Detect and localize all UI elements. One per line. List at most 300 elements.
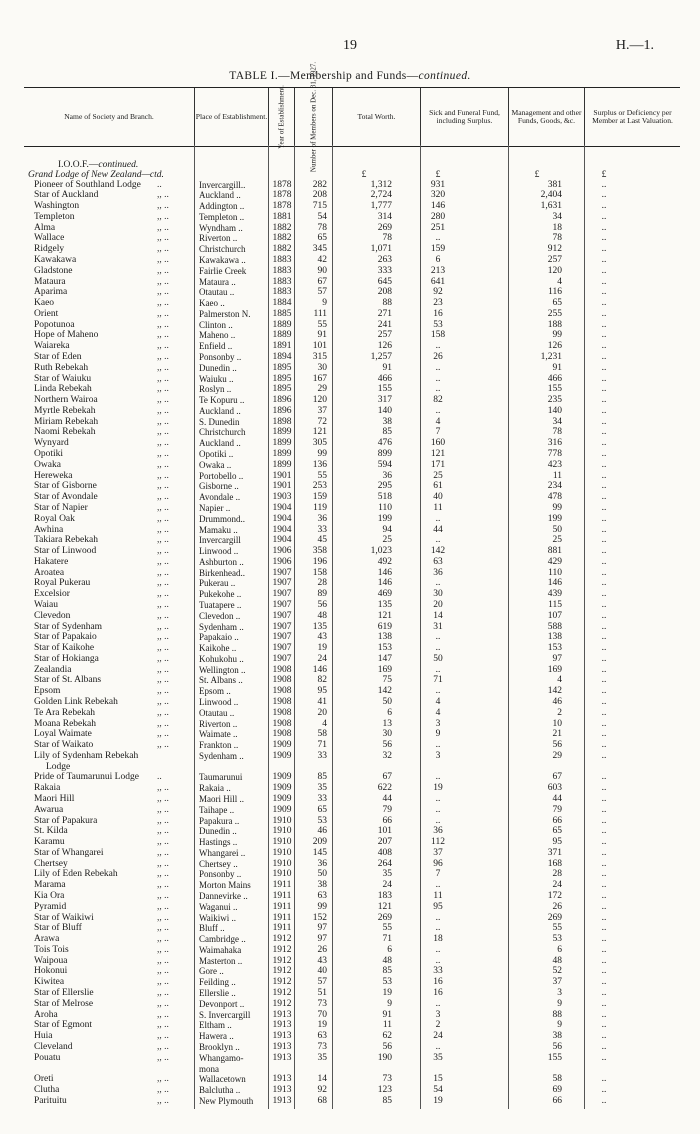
sick-fund-cell: 11 bbox=[433, 502, 443, 513]
total-worth-cell: 50 bbox=[382, 696, 392, 707]
surplus-cell: .. bbox=[601, 610, 607, 621]
ditto-mark: ,, .. bbox=[157, 298, 169, 309]
place-cell: Dunedin .. bbox=[199, 827, 237, 837]
management-cell: 34 bbox=[552, 416, 562, 427]
society-name: Star of St. Albans bbox=[34, 675, 102, 686]
table-row bbox=[0, 407, 700, 417]
table-row bbox=[0, 924, 700, 934]
surplus-cell: .. bbox=[601, 1041, 607, 1052]
surplus-cell: .. bbox=[601, 901, 607, 912]
members-cell: 91 bbox=[317, 330, 327, 341]
sick-fund-cell: 213 bbox=[430, 265, 446, 276]
place-cell: Kaeo .. bbox=[199, 299, 225, 309]
sick-fund-cell: 63 bbox=[433, 556, 443, 567]
society-name: Star of Waikiwi bbox=[34, 912, 94, 923]
place-cell: Riverton .. bbox=[199, 234, 238, 244]
members-cell: 65 bbox=[317, 233, 327, 244]
management-cell: 439 bbox=[547, 589, 562, 600]
section-title-continued: continued. bbox=[98, 160, 139, 170]
total-worth-cell: 241 bbox=[377, 319, 392, 330]
year-cell: 1906 bbox=[272, 556, 292, 567]
society-name: Naomi Rebekah bbox=[34, 427, 96, 438]
total-worth-cell: 1,312 bbox=[370, 179, 392, 190]
year-cell: 1908 bbox=[272, 675, 292, 686]
society-name: Takiara Rebekah bbox=[34, 535, 98, 546]
society-name: Owaka bbox=[34, 459, 61, 470]
table-row bbox=[0, 666, 700, 676]
members-cell: 57 bbox=[317, 287, 327, 298]
place-cell: Whangamo- bbox=[199, 1053, 244, 1063]
management-cell: 10 bbox=[552, 718, 562, 729]
year-cell: 1910 bbox=[272, 815, 292, 826]
table-row bbox=[0, 1086, 700, 1096]
total-worth-cell: 121 bbox=[377, 901, 392, 912]
members-cell: 208 bbox=[312, 190, 327, 201]
management-cell: 115 bbox=[548, 599, 562, 610]
place-cell: Waiuku .. bbox=[199, 374, 234, 384]
sick-fund-cell: 24 bbox=[433, 1031, 443, 1042]
management-cell: 371 bbox=[547, 847, 562, 858]
total-worth-cell: 147 bbox=[377, 653, 392, 664]
surplus-cell: .. bbox=[601, 912, 607, 923]
management-cell: 37 bbox=[552, 977, 562, 988]
year-cell: 1899 bbox=[272, 438, 292, 449]
total-worth-cell: 155 bbox=[377, 384, 392, 395]
ditto-mark: ,, .. bbox=[157, 718, 169, 729]
surplus-cell: .. bbox=[601, 524, 607, 535]
members-cell: 73 bbox=[317, 1041, 327, 1052]
total-worth-cell: 9 bbox=[387, 998, 392, 1009]
section-subtitle: Grand Lodge of New Zealand—ctd. bbox=[28, 170, 164, 180]
management-cell: 18 bbox=[552, 222, 562, 233]
table-row bbox=[0, 321, 700, 331]
society-name: Hakatere bbox=[34, 556, 69, 567]
total-worth-cell: 66 bbox=[382, 815, 392, 826]
year-cell: 1896 bbox=[272, 405, 292, 416]
management-cell: 1,231 bbox=[540, 352, 562, 362]
header-sick-fund: Sick and Funeral Fund, including Surplus. bbox=[420, 88, 508, 146]
surplus-cell: .. bbox=[601, 362, 607, 373]
place-cell: Papakaio .. bbox=[199, 633, 239, 643]
sick-fund-cell: 251 bbox=[430, 222, 446, 233]
total-worth-cell: 263 bbox=[377, 255, 392, 265]
society-name: Pride of Taumarunui Lodge bbox=[34, 772, 139, 783]
table-row bbox=[0, 299, 700, 309]
society-name: Star of Kaikohe bbox=[34, 643, 95, 653]
sick-fund-cell: 9 bbox=[435, 729, 441, 740]
society-name: Star of Eden bbox=[34, 352, 82, 362]
ditto-mark: ,, .. bbox=[157, 330, 169, 341]
society-name: Awarua bbox=[34, 804, 64, 815]
society-name: Te Ara Rebekah bbox=[34, 707, 96, 718]
management-cell: 912 bbox=[547, 244, 562, 255]
surplus-cell: .. bbox=[601, 944, 607, 955]
members-cell: 28 bbox=[317, 578, 327, 589]
sick-fund-cell: 7 bbox=[435, 869, 441, 880]
sick-fund-cell: .. bbox=[435, 944, 441, 955]
year-cell: 1906 bbox=[272, 546, 292, 556]
header-members-label: Number of Members on Dec. 31, 1927. bbox=[308, 61, 317, 173]
place-cell: Taumarunui bbox=[199, 773, 243, 783]
society-name: Waiareka bbox=[34, 341, 70, 352]
management-cell: 52 bbox=[552, 966, 562, 977]
year-cell: 1912 bbox=[272, 988, 292, 998]
ditto-mark: ,, .. bbox=[157, 222, 169, 233]
total-worth-cell: 146 bbox=[377, 578, 392, 589]
total-worth-cell: 492 bbox=[377, 556, 392, 567]
ditto-mark: ,, .. bbox=[157, 729, 169, 740]
society-name: Waiau bbox=[34, 599, 59, 610]
sick-fund-cell: 61 bbox=[433, 481, 443, 492]
header-surplus: Surplus or Deficiency per Member at Last Valuation. bbox=[584, 88, 680, 146]
year-cell: 1891 bbox=[272, 341, 292, 352]
place-cell: Bluff .. bbox=[199, 924, 225, 934]
management-cell: 11 bbox=[552, 470, 562, 481]
society-name: Kiwitea bbox=[34, 977, 65, 988]
management-cell: 269 bbox=[547, 912, 562, 923]
table-row bbox=[0, 914, 700, 924]
year-cell: 1911 bbox=[272, 912, 292, 923]
management-cell: 79 bbox=[552, 804, 562, 815]
members-cell: 78 bbox=[317, 222, 327, 233]
management-cell: 88 bbox=[552, 1009, 562, 1020]
sick-fund-cell: 50 bbox=[433, 653, 443, 664]
place-cell: Tuatapere .. bbox=[199, 600, 242, 610]
year-cell: 1904 bbox=[272, 513, 292, 524]
sick-fund-cell: 26 bbox=[433, 352, 443, 362]
year-cell: 1908 bbox=[272, 707, 292, 718]
place-cell: Addington .. bbox=[199, 202, 245, 212]
ditto-mark: ,, .. bbox=[157, 988, 169, 998]
members-cell: 35 bbox=[317, 783, 327, 794]
ditto-mark: ,, .. bbox=[157, 546, 169, 556]
year-cell: 1911 bbox=[272, 901, 292, 912]
table-row bbox=[0, 224, 700, 234]
members-cell: 43 bbox=[317, 955, 327, 966]
table-row bbox=[0, 213, 700, 223]
society-name: Ruth Rebekah bbox=[34, 362, 89, 373]
management-cell: 95 bbox=[552, 837, 562, 848]
table-row bbox=[0, 935, 700, 945]
sick-fund-cell: 19 bbox=[433, 783, 443, 794]
ditto-mark: ,, .. bbox=[157, 1085, 169, 1095]
members-cell: 24 bbox=[317, 653, 327, 664]
table-row bbox=[0, 1054, 700, 1064]
year-cell: 1878 bbox=[272, 201, 292, 212]
total-worth-cell: 476 bbox=[377, 438, 392, 449]
year-cell: 1895 bbox=[272, 362, 292, 373]
table-row bbox=[0, 569, 700, 579]
header-year bbox=[268, 85, 294, 149]
management-cell: 257 bbox=[547, 255, 562, 265]
ditto-mark: ,, .. bbox=[157, 632, 169, 643]
members-cell: 63 bbox=[317, 891, 327, 901]
members-cell: 41 bbox=[317, 696, 327, 707]
header-members bbox=[294, 61, 332, 173]
members-cell: 42 bbox=[317, 255, 327, 265]
place-cell: Wellington .. bbox=[199, 665, 246, 675]
surplus-cell: .. bbox=[601, 966, 607, 977]
society-name: Myrtle Rebekah bbox=[34, 405, 96, 416]
year-cell: 1895 bbox=[272, 384, 292, 395]
members-cell: 70 bbox=[317, 1009, 327, 1020]
members-cell: 67 bbox=[317, 276, 327, 287]
surplus-cell: .. bbox=[601, 599, 607, 610]
ditto-mark: ,, .. bbox=[157, 740, 169, 751]
management-cell: 50 bbox=[552, 524, 562, 535]
members-cell: 158 bbox=[312, 567, 327, 578]
society-name: Star of Avondale bbox=[34, 492, 98, 503]
table-row bbox=[0, 687, 700, 697]
management-cell: 78 bbox=[552, 427, 562, 438]
management-cell: 478 bbox=[547, 492, 562, 503]
members-cell: 152 bbox=[312, 912, 327, 923]
society-name: Mataura bbox=[34, 276, 66, 287]
total-worth-cell: 1,023 bbox=[370, 546, 392, 556]
ditto-mark: ,, .. bbox=[157, 858, 169, 869]
ditto-mark: ,, .. bbox=[157, 416, 169, 427]
total-worth-cell: 466 bbox=[377, 373, 392, 384]
ditto-mark: ,, .. bbox=[157, 449, 169, 459]
total-worth-cell: 899 bbox=[377, 449, 392, 459]
total-worth-cell: 138 bbox=[377, 632, 392, 643]
society-name: Alma bbox=[34, 222, 56, 233]
society-name: Pioneer of Southland Lodge bbox=[34, 179, 141, 190]
sick-fund-cell: 158 bbox=[430, 330, 446, 341]
sick-fund-cell: 82 bbox=[433, 395, 443, 406]
ditto-mark: .. bbox=[157, 179, 162, 190]
place-cell: mona bbox=[199, 1064, 219, 1074]
page-reference: H.—1. bbox=[615, 38, 654, 53]
management-cell: 38 bbox=[552, 1031, 562, 1042]
management-cell: 99 bbox=[552, 502, 562, 513]
ditto-mark: ,, .. bbox=[157, 470, 169, 481]
surplus-cell: .. bbox=[601, 513, 607, 524]
society-name: Pyramid bbox=[34, 901, 67, 912]
members-cell: 38 bbox=[317, 880, 327, 891]
table-row bbox=[0, 482, 700, 492]
surplus-cell: .. bbox=[601, 1052, 607, 1063]
members-cell: 136 bbox=[312, 459, 327, 470]
management-cell: 2 bbox=[557, 707, 562, 718]
year-cell: 1910 bbox=[272, 837, 292, 848]
ditto-mark: ,, .. bbox=[157, 869, 169, 880]
ditto-mark: ,, .. bbox=[157, 794, 169, 804]
sick-fund-cell: 53 bbox=[433, 319, 443, 330]
society-name: Popotunoa bbox=[34, 319, 75, 330]
society-name: Golden Link Rebekah bbox=[34, 696, 118, 707]
place-cell: Clevedon .. bbox=[199, 611, 241, 621]
year-cell: 1913 bbox=[272, 1041, 292, 1052]
society-name: Arawa bbox=[34, 934, 60, 945]
place-cell: Masterton .. bbox=[199, 956, 243, 966]
society-name: Star of Auckland bbox=[34, 190, 99, 201]
total-worth-cell: 56 bbox=[382, 1041, 392, 1052]
sick-fund-cell: 96 bbox=[433, 858, 443, 869]
management-cell: 56 bbox=[552, 740, 562, 751]
sick-fund-cell: 4 bbox=[435, 707, 441, 718]
sick-fund-cell: 112 bbox=[431, 837, 445, 848]
surplus-cell: .. bbox=[601, 988, 607, 998]
surplus-cell: .. bbox=[601, 201, 607, 212]
total-worth-cell: 190 bbox=[377, 1052, 392, 1063]
table-row bbox=[0, 870, 700, 880]
total-worth-cell: 469 bbox=[377, 589, 392, 600]
society-name: Kaeo bbox=[34, 298, 55, 309]
total-worth-cell: 271 bbox=[377, 308, 392, 319]
ditto-mark: ,, .. bbox=[157, 352, 169, 362]
year-cell: 1908 bbox=[272, 664, 292, 675]
ditto-mark: ,, .. bbox=[157, 664, 169, 675]
year-cell: 1901 bbox=[272, 470, 292, 481]
year-cell: 1913 bbox=[272, 1095, 292, 1106]
ditto-mark: ,, .. bbox=[157, 201, 169, 212]
place-cell: Portobello .. bbox=[199, 471, 244, 481]
sick-fund-cell: .. bbox=[435, 740, 441, 751]
year-cell: 1907 bbox=[272, 567, 292, 578]
surplus-cell: .. bbox=[601, 977, 607, 988]
total-worth-cell: 85 bbox=[382, 1095, 392, 1106]
year-cell: 1882 bbox=[272, 222, 292, 233]
table-row bbox=[0, 418, 700, 428]
surplus-cell: .. bbox=[601, 718, 607, 729]
sick-fund-cell: 931 bbox=[430, 179, 446, 190]
year-cell: 1913 bbox=[272, 1009, 292, 1020]
table-row bbox=[0, 256, 700, 266]
society-name: Loyal Waimate bbox=[34, 729, 92, 740]
header-year-label: Year of Establishment. bbox=[276, 85, 285, 149]
society-name: Kia Ora bbox=[34, 891, 65, 901]
ditto-mark: ,, .. bbox=[157, 599, 169, 610]
place-cell: Ponsonby .. bbox=[199, 353, 242, 362]
members-cell: 145 bbox=[312, 847, 327, 858]
sick-fund-cell: .. bbox=[435, 1041, 441, 1052]
total-worth-cell: 2,724 bbox=[370, 190, 392, 201]
year-cell: 1910 bbox=[272, 858, 292, 869]
surplus-cell: .. bbox=[601, 190, 607, 201]
surplus-cell: .. bbox=[601, 384, 607, 395]
surplus-cell: .. bbox=[601, 276, 607, 287]
total-worth-cell: 78 bbox=[382, 233, 392, 244]
society-name: Star of Waiuku bbox=[34, 373, 92, 384]
currency-mgmt: £ bbox=[534, 170, 540, 180]
management-cell: 146 bbox=[547, 578, 562, 589]
society-name: Star of Melrose bbox=[34, 998, 94, 1009]
total-worth-cell: 101 bbox=[377, 826, 392, 837]
sick-fund-cell: .. bbox=[435, 643, 441, 653]
table-row bbox=[0, 741, 700, 751]
surplus-cell: .. bbox=[601, 589, 607, 600]
society-name: Aparima bbox=[34, 287, 68, 298]
year-cell: 1889 bbox=[272, 330, 292, 341]
section-title bbox=[58, 160, 138, 170]
management-cell: 21 bbox=[552, 729, 562, 740]
ditto-mark: ,, .. bbox=[157, 276, 169, 287]
table-row bbox=[0, 396, 700, 406]
surplus-cell: .. bbox=[601, 643, 607, 653]
members-cell: 36 bbox=[317, 858, 327, 869]
year-cell: 1907 bbox=[272, 599, 292, 610]
surplus-cell: .. bbox=[601, 298, 607, 309]
table-row bbox=[0, 752, 700, 762]
place-cell: Taihape .. bbox=[199, 805, 235, 815]
sick-fund-cell: 641 bbox=[430, 276, 446, 287]
members-cell: 73 bbox=[317, 998, 327, 1009]
sick-fund-cell: .. bbox=[435, 815, 441, 826]
management-cell: 126 bbox=[547, 341, 562, 352]
total-worth-cell: 199 bbox=[377, 513, 392, 524]
ditto-mark: ,, .. bbox=[157, 1052, 169, 1063]
members-cell: 196 bbox=[312, 556, 327, 567]
year-cell: 1903 bbox=[272, 492, 292, 503]
members-cell: 82 bbox=[317, 675, 327, 686]
management-cell: 172 bbox=[547, 891, 562, 901]
ditto-mark: ,, .. bbox=[157, 287, 169, 298]
society-name: Tois Tois bbox=[34, 944, 69, 955]
surplus-cell: .. bbox=[601, 1095, 607, 1106]
table-row bbox=[0, 892, 700, 902]
place-cell: Pukerau .. bbox=[199, 579, 236, 589]
sick-fund-cell: .. bbox=[435, 632, 441, 643]
sick-fund-cell: 92 bbox=[433, 287, 443, 298]
table-row bbox=[0, 504, 700, 514]
table-row bbox=[0, 633, 700, 643]
table-row bbox=[0, 989, 700, 999]
table-row bbox=[0, 331, 700, 341]
ditto-mark: ,, .. bbox=[157, 847, 169, 858]
management-cell: 155 bbox=[547, 384, 562, 395]
society-name: Waipoua bbox=[34, 955, 68, 966]
ditto-mark: ,, .. bbox=[157, 438, 169, 449]
place-cell: Waikiwi .. bbox=[199, 913, 237, 923]
sick-fund-cell: .. bbox=[435, 362, 441, 373]
members-cell: 33 bbox=[317, 750, 327, 761]
year-cell: 1912 bbox=[272, 966, 292, 977]
members-cell: 146 bbox=[312, 664, 327, 675]
management-cell: 91 bbox=[552, 362, 562, 373]
sick-fund-cell: 30 bbox=[433, 589, 443, 600]
year-cell: 1913 bbox=[272, 1031, 292, 1042]
place-cell: Roslyn .. bbox=[199, 385, 232, 395]
sick-fund-cell: 3 bbox=[435, 718, 441, 729]
management-cell: 107 bbox=[547, 610, 562, 621]
surplus-cell: .. bbox=[601, 373, 607, 384]
members-cell: 58 bbox=[317, 729, 327, 740]
management-cell: 66 bbox=[552, 815, 562, 826]
surplus-cell: .. bbox=[601, 664, 607, 675]
ditto-mark: ,, .. bbox=[157, 211, 169, 222]
total-worth-cell: 408 bbox=[377, 847, 392, 858]
management-cell: 67 bbox=[552, 772, 562, 783]
surplus-cell: .. bbox=[601, 783, 607, 794]
table-row bbox=[0, 730, 700, 740]
society-name: Orient bbox=[34, 308, 59, 319]
members-cell: 50 bbox=[317, 869, 327, 880]
members-cell: 209 bbox=[312, 837, 327, 848]
sick-fund-cell: 33 bbox=[433, 966, 443, 977]
place-cell: Ellerslie .. bbox=[199, 989, 236, 998]
management-cell: 6 bbox=[557, 944, 562, 955]
table-row bbox=[0, 278, 700, 288]
place-cell: Brooklyn .. bbox=[199, 1042, 240, 1052]
sick-fund-cell: 4 bbox=[435, 696, 441, 707]
members-cell: 36 bbox=[317, 513, 327, 524]
place-cell: Maori Hill .. bbox=[199, 795, 244, 804]
ditto-mark: ,, .. bbox=[157, 1041, 169, 1052]
members-cell: 159 bbox=[312, 492, 327, 503]
place-cell: Avondale .. bbox=[199, 493, 241, 503]
table-row bbox=[0, 1075, 700, 1085]
